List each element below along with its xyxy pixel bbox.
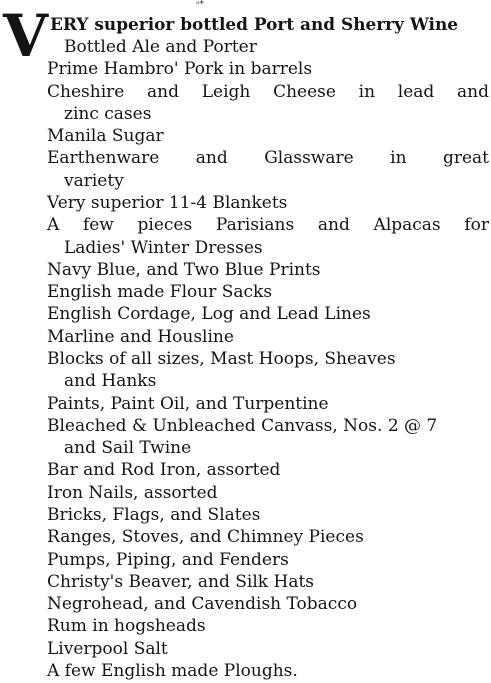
list-line-30: A few English made Ploughs. xyxy=(47,661,298,681)
list-line-19: Bleached & Unbleached Canvass, Nos. 2 @ 7 xyxy=(47,416,438,436)
list-line-18: Paints, Paint Oil, and Turpentine xyxy=(47,394,329,414)
list-line-26: Christy's Beaver, and Silk Hats xyxy=(47,572,315,592)
list-line-21: Bar and Rod Iron, assorted xyxy=(47,460,281,480)
list-line-17: and Hanks xyxy=(64,371,157,391)
list-line-7: Earthenware and Glassware in great xyxy=(47,148,489,168)
list-line-10: A few pieces Parisians and Alpacas for xyxy=(47,215,489,235)
list-line-3: Prime Hambro' Pork in barrels xyxy=(47,59,313,79)
list-line-11: Ladies' Winter Dresses xyxy=(64,238,263,258)
print-speck: ᵊ* xyxy=(196,0,204,10)
list-line-15: Marline and Housline xyxy=(47,327,234,347)
list-line-8: variety xyxy=(64,171,124,191)
list-line-25: Pumps, Piping, and Fenders xyxy=(47,550,289,570)
list-line-27: Negrohead, and Cavendish Tobacco xyxy=(47,594,358,614)
list-line-29: Liverpool Salt xyxy=(47,639,168,659)
list-line-20: and Sail Twine xyxy=(64,438,192,458)
list-line-5: zinc cases xyxy=(64,104,152,124)
list-line-2: Bottled Ale and Porter xyxy=(64,37,257,57)
list-line-1: ERY superior bottled Port and Sherry Wine xyxy=(50,15,459,35)
list-line-13: English made Flour Sacks xyxy=(47,282,273,302)
list-line-22: Iron Nails, assorted xyxy=(47,483,218,503)
list-line-4: Cheshire and Leigh Cheese in lead and xyxy=(47,82,489,102)
list-line-28: Rum in hogsheads xyxy=(47,616,206,636)
list-line-9: Very superior 11-4 Blankets xyxy=(47,193,288,213)
list-line-12: Navy Blue, and Two Blue Prints xyxy=(47,260,321,280)
drop-cap: V xyxy=(3,2,47,70)
list-line-14: English Cordage, Log and Lead Lines xyxy=(47,304,371,324)
list-line-16: Blocks of all sizes, Mast Hoops, Sheaves xyxy=(47,349,396,369)
list-line-23: Bricks, Flags, and Slates xyxy=(47,505,261,525)
list-line-24: Ranges, Stoves, and Chimney Pieces xyxy=(47,527,364,547)
list-line-6: Manila Sugar xyxy=(47,126,164,146)
